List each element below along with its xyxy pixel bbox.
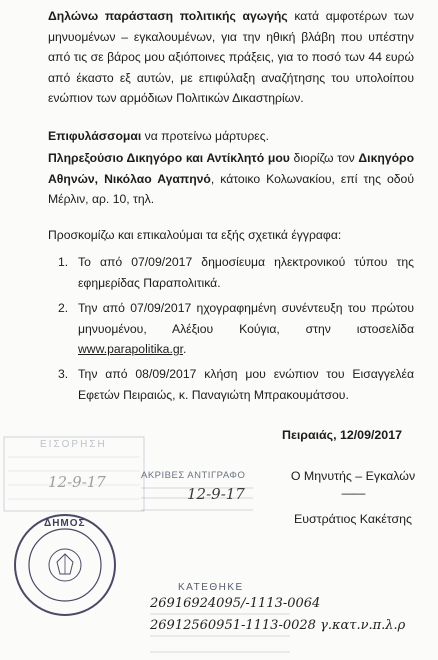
civil-claim-paragraph	[48, 6, 414, 109]
list-item-text: Την από 08/09/2017 κλήση μου ενώπιον του Εισαγγελέα Εφετών Πειραιώς, κ. Παναγιώτη Μπρακουμάτσου.	[78, 367, 414, 402]
documents-intro: Προσκομίζω και επικαλούμαι τα εξής σχετικά έγγραφα:	[48, 228, 342, 242]
certified-copy-title: ΑΚΡΙΒΕΣ ΑΝΤΙΓΡΑΦΟ	[141, 470, 246, 481]
place-date: Πειραιάς, 12/09/2017	[282, 428, 402, 442]
civil-claim-text: κατά αμφοτέρων των μηνυομένων – εγκαλουμένων, για την ηθική βλάβη που υπέστην από τις σε βάρος μου αξιόποινες πράξεις, για το ποσό των 44 ευρώ από έκαστο εξ αυτών, με επιφύλαξη αναζήτησης του υπολοίπου ενώπιον των αρμόδιων Πολιτικών Δικαστηρίων.	[48, 9, 415, 105]
filing-stamp-title: ΚΑΤΕΘΗΚΕ	[178, 582, 244, 593]
received-stamp	[0, 435, 150, 515]
handwritten-ref-2: 26912560951-1113-0028 γ.κατ.ν.π.λ.ρ	[150, 618, 406, 633]
attorney-rest: , κάτοικο Κολωνακίου, επί της οδού Μέρλιν, αρ. 10, τηλ.	[48, 171, 414, 206]
witnesses-text: να προτείνω μάρτυρες.	[141, 129, 269, 143]
list-item	[58, 298, 414, 360]
witnesses-paragraph	[48, 126, 414, 147]
attorney-paragraph	[48, 148, 414, 210]
signature-dash: ——	[341, 486, 365, 500]
certified-copy-date: 12-9-17	[187, 485, 245, 503]
filing-stamp-lines	[150, 582, 438, 660]
handwritten-ref-1: 26916924095/-1113-0064	[150, 596, 321, 611]
seal-text: ΔΗΜΟΣ	[44, 518, 86, 529]
list-number: 1.	[58, 255, 69, 269]
website-link[interactable]: www.parapolitika.gr	[78, 342, 183, 356]
civil-claim-bold: Δηλώνω παράσταση πολιτικής αγωγής	[48, 9, 288, 23]
list-item	[58, 252, 414, 293]
attorney-bold-2: Δικηγόρο Αθηνών, Νικόλαο Αγαπηνό	[48, 151, 415, 186]
list-item-period: .	[183, 342, 187, 356]
municipal-seal	[10, 510, 120, 620]
signer-name: Ευστράτιος Κακέτσης	[294, 512, 412, 526]
attorney-mid: διορίζω τον	[289, 151, 359, 165]
received-stamp-title: ΕΙΣΟΡΗΣΗ	[40, 439, 107, 450]
list-number: 3.	[58, 367, 69, 381]
list-item-text: Το από 07/09/2017 δημοσίευμα ηλεκτρονικού τύπου της εφημερίδας Παραπολιτικά.	[78, 255, 414, 290]
list-number: 2.	[58, 301, 69, 315]
list-item-text: Την από 07/09/2017 ηχογραφημένη συνέντευξη του πρώτου μηνυομένου, Αλέξιου Κούγια, στην ιστοσελίδα	[78, 301, 414, 336]
signer-role: Ο Μηνυτής – Εγκαλών	[290, 469, 416, 483]
witnesses-bold: Επιφυλάσσομαι	[48, 129, 142, 143]
received-stamp-date: 12-9-17	[48, 473, 106, 491]
certified-copy-stamp	[135, 470, 270, 518]
list-item	[58, 364, 414, 405]
attorney-bold-1: Πληρεξούσιο Δικηγόρο και Αντίκλητό μου	[48, 151, 290, 165]
filing-stamp	[150, 582, 438, 660]
